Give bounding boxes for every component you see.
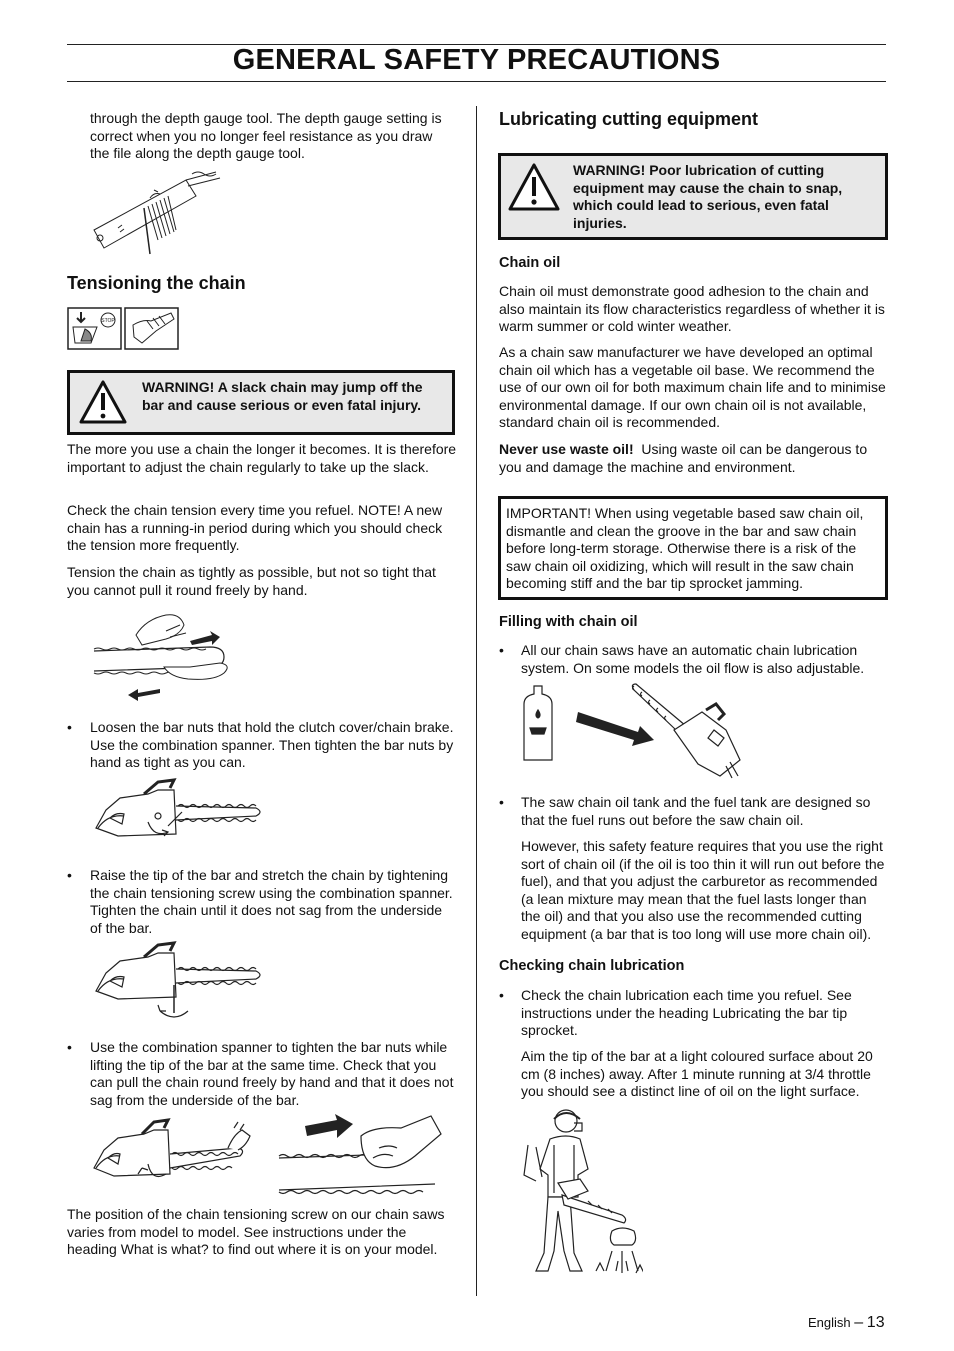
oil-filling-illustration bbox=[520, 682, 780, 784]
bullet-marker: • bbox=[499, 794, 504, 810]
chain-oil-heading: Chain oil bbox=[499, 255, 561, 271]
tensioning-heading: Tensioning the chain bbox=[67, 273, 246, 293]
raise-bar-tip-bullet: Raise the tip of the bar and stretch the chain by tightening the chain tensioning screw using the combination spanner. Tighten the chain until it does not sag from the underside of the bar. bbox=[90, 867, 453, 936]
loosen-bar-nuts-bullet: Loosen the bar nuts that hold the clutch cover/chain brake. Use the combination spanner. Then tighten the bar nuts by hand as tight as you can. bbox=[90, 719, 454, 770]
loosen-nuts-chainsaw-illustration bbox=[88, 776, 268, 851]
important-notice-text: IMPORTANT! When using vegetable based saw chain oil, dismantle and clean the groove in the bar and saw chain before long-term storage. Otherwise there is a risk of the saw chain oil oxidizing, which will result in the saw chain becoming stiff and the bar tip sprocket jamming. bbox=[506, 505, 864, 591]
operator-checking-lubrication-illustration bbox=[518, 1105, 643, 1283]
chain-length-paragraph: The more you use a chain the longer it becomes. It is therefore important to adjust the chain regularly to take up the slack. bbox=[67, 441, 457, 475]
checking-lubrication-heading: Checking chain lubrication bbox=[499, 958, 685, 974]
warning-triangle-icon bbox=[507, 162, 561, 212]
footer-page-label bbox=[808, 1314, 885, 1332]
aim-bar-tip-paragraph: Aim the tip of the bar at a light coloured surface about 20 cm (8 inches) away. After 1 minute running at 3/4 throttle you should see a distinct line of oil on the light surface. bbox=[521, 1048, 873, 1099]
header-bottom-rule bbox=[67, 81, 886, 82]
oil-tank-design-bullet: The saw chain oil tank and the fuel tank are designed so that the fuel runs out before the saw chain oil. bbox=[521, 794, 871, 828]
waste-oil-paragraph bbox=[499, 441, 887, 476]
filling-heading: Filling with chain oil bbox=[499, 614, 638, 630]
warning-triangle-icon bbox=[78, 379, 128, 425]
page-title: GENERAL SAFETY PRECAUTIONS bbox=[232, 44, 721, 76]
pull-chain-by-hand-illustration bbox=[90, 605, 240, 705]
poor-lubrication-warning-box bbox=[498, 153, 888, 240]
tighten-nuts-lift-tip-illustration bbox=[88, 1118, 258, 1193]
check-lubrication-bullet: Check the chain lubrication each time you refuel. See instructions under the heading Lubricating the bar tip sprocket. bbox=[521, 987, 852, 1038]
check-tension-paragraph: Check the chain tension every time you refuel. NOTE! A new chain has a running-in period during which you should check the tension more frequently. bbox=[67, 502, 443, 553]
chain-oil-paragraph: Chain oil must demonstrate good adhesion to the chain and also maintain its flow characteristics regardless of whether it is warm summer or cold winter weather. bbox=[499, 283, 885, 334]
bullet-marker: • bbox=[67, 719, 72, 735]
pull-chain-freely-illustration bbox=[275, 1112, 445, 1196]
tension-tightly-paragraph: Tension the chain as tightly as possible, but not so tight that you cannot pull it round freely by hand. bbox=[67, 564, 436, 598]
bullet-marker: • bbox=[67, 867, 72, 883]
never-waste-oil-label: Never use waste oil! bbox=[499, 441, 634, 457]
intro-paragraph: through the depth gauge tool. The depth gauge setting is correct when you no longer feel resistance as you draw the file along the depth gauge tool. bbox=[90, 110, 442, 161]
stop-icon-text: STOP bbox=[101, 318, 115, 324]
tighten-bar-nuts-bullet: Use the combination spanner to tighten the bar nuts while lifting the tip of the bar at the same time. Check that you can pull the chain round freely by hand and that it does not sag from the underside of the bar. bbox=[90, 1039, 454, 1108]
automatic-lubrication-bullet: All our chain saws have an automatic chain lubrication system. On some models the oil flow is also adjustable. bbox=[521, 642, 865, 676]
depth-gauge-illustration bbox=[88, 168, 228, 260]
bullet-marker: • bbox=[499, 642, 504, 658]
column-divider bbox=[476, 106, 477, 1296]
lubricating-heading: Lubricating cutting equipment bbox=[499, 109, 758, 129]
footer-language: English bbox=[808, 1315, 851, 1330]
tensioning-screw-position-paragraph: The position of the chain tensioning screw on our chain saws varies from model to model. See instructions under the heading What is what? to find out where it is on your model. bbox=[67, 1206, 445, 1257]
safety-feature-paragraph: However, this safety feature requires that you use the right sort of chain oil (if the oil is too thin it will run out before the fuel), and that you adjust the carburetor as recommended (a lean mixture may mean that the fuel lasts longer than the oil) and that you also use the recommended cutting equipment (a bar that is too long will use more chain oil). bbox=[521, 838, 885, 942]
safety-symbols-row bbox=[67, 307, 179, 350]
slack-chain-warning-box bbox=[67, 370, 455, 435]
poor-lubrication-warning-text: WARNING! Poor lubrication of cutting equipment may cause the chain to snap, which could lead to serious, even fatal injuries. bbox=[573, 162, 843, 231]
bullet-marker: • bbox=[67, 1039, 72, 1055]
tension-chain-screw-illustration bbox=[88, 941, 268, 1026]
footer-dash: – bbox=[854, 1314, 864, 1331]
vegetable-oil-paragraph: As a chain saw manufacturer we have developed an optimal chain oil which has a vegetable oil base. We recommend the use of our own oil for both maximum chain life and to minimise environmental damage. If our own chain oil is not available, standard chain oil is recommended. bbox=[499, 344, 886, 430]
never-waste-oil-text: Using waste oil can be dangerous to you and damage the machine and environment. bbox=[499, 441, 868, 475]
slack-chain-warning-text: WARNING! A slack chain may jump off the bar and cause serious or even fatal injury. bbox=[142, 379, 423, 413]
important-notice-box bbox=[498, 496, 888, 600]
footer-page-number: 13 bbox=[866, 1314, 885, 1331]
bullet-marker: • bbox=[499, 987, 504, 1003]
